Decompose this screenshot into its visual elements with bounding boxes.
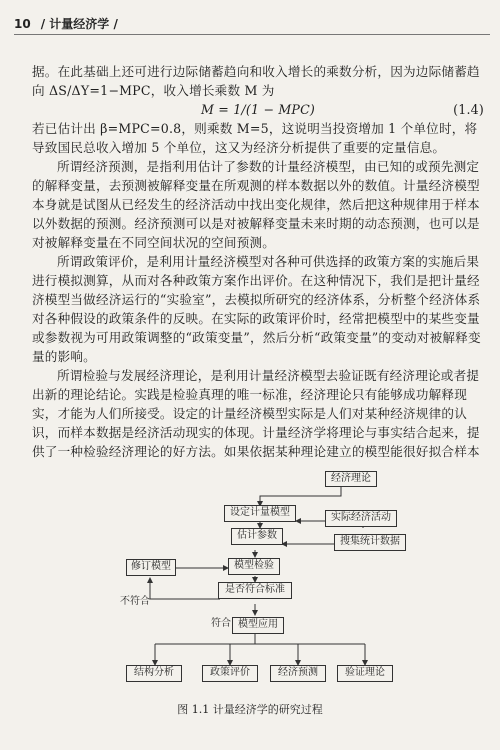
paragraph-2: 若已估计出 β=MPC=0.8，则乘数 M=5，这说明当投资增加 1 个单位时，将导致国民总收入增加 5 个单位，这又为经济分析提供了重要的定量信息。 <box>32 121 478 155</box>
label-not-meet: 不符合 <box>120 596 150 607</box>
box-verify-theory: 验证理论 <box>337 665 393 682</box>
box-collect-data: 搜集统计数据 <box>334 534 406 551</box>
box-revise-model: 修订模型 <box>126 559 176 576</box>
page-number: 10 <box>14 17 31 31</box>
box-structural-analysis: 结构分析 <box>126 665 182 682</box>
book-title: / 计量经济学 / <box>40 17 118 31</box>
formula-1-4 <box>32 100 484 119</box>
page-header <box>14 15 118 32</box>
box-estimate-params: 估计参数 <box>231 528 283 545</box>
box-economic-forecast: 经济预测 <box>270 665 326 682</box>
header-rule <box>14 34 490 35</box>
paragraph-3: 所谓经济预测，是指利用估计了参数的计量经济模型，由已知的或预先测定的解释变量，去预测被解释变量在所观测的样本数据以外的数值。计量经济模型本身就是试图从已经发生的经济活动中找出变化规律，然后把这种规律用于样本以外数据的预测。经济预测可以是对被解释变量未来时期的动态预测，也可以是对被解释变量在不同空间状况的空间预测。 <box>32 159 480 250</box>
paragraph-1: 据。在此基础上还可进行边际储蓄趋向和收入增长的乘数分析，因为边际储蓄趋向 ΔS/ΔY=1−MPC，收入增长乘数 M 为 <box>32 64 480 98</box>
box-actual-activity: 实际经济活动 <box>325 510 397 527</box>
box-meets-criteria: 是否符合标准 <box>218 582 292 599</box>
figure-caption: 图 1.1 计量经济学的研究过程 <box>177 703 323 716</box>
box-apply-model: 模型应用 <box>232 617 284 634</box>
paragraph-5: 所谓检验与发展经济理论，是利用计量经济模型去验证既有经济理论或者提出新的理论结论。实践是检验真理的唯一标准，经济理论只有能够成功解释现实，才能为人们所接受。设定的计量经济模型实际是人们对某种经济规律的认识，而样本数据是经济活动现实的体现。计量经济学将理论与事实结合起来，提供了一种检验经济理论的好方法。如果依据某种理论建立的模型能很好拟合样本 <box>32 368 480 459</box>
box-policy-evaluation: 政策评价 <box>202 665 258 682</box>
box-set-model: 设定计量模型 <box>224 505 296 522</box>
body-text <box>32 62 484 461</box>
formula-number: (1.4) <box>453 102 484 117</box>
box-economic-theory: 经济理论 <box>325 471 377 487</box>
box-test-model: 模型检验 <box>228 558 280 575</box>
formula-text: M = 1/(1 − MPC) <box>200 102 316 117</box>
paragraph-4: 所谓政策评价，是利用计量经济模型对各种可供选择的政策方案的实施后果进行模拟测算，从而对各种政策方案作出评价。在这种情况下，我们是把计量经济模型当做经济运行的“实验室”，去模拟所研究的经济体系，分析整个经济体系对各种假设的政策条件的反映。在实际的政策评价时，经常把模型中的某些变量或参数视为可用政策调整的“政策变量”，然后分析“政策变量”的变动对被解释变量的影响。 <box>32 254 481 364</box>
label-meet: 符合 <box>211 618 231 629</box>
